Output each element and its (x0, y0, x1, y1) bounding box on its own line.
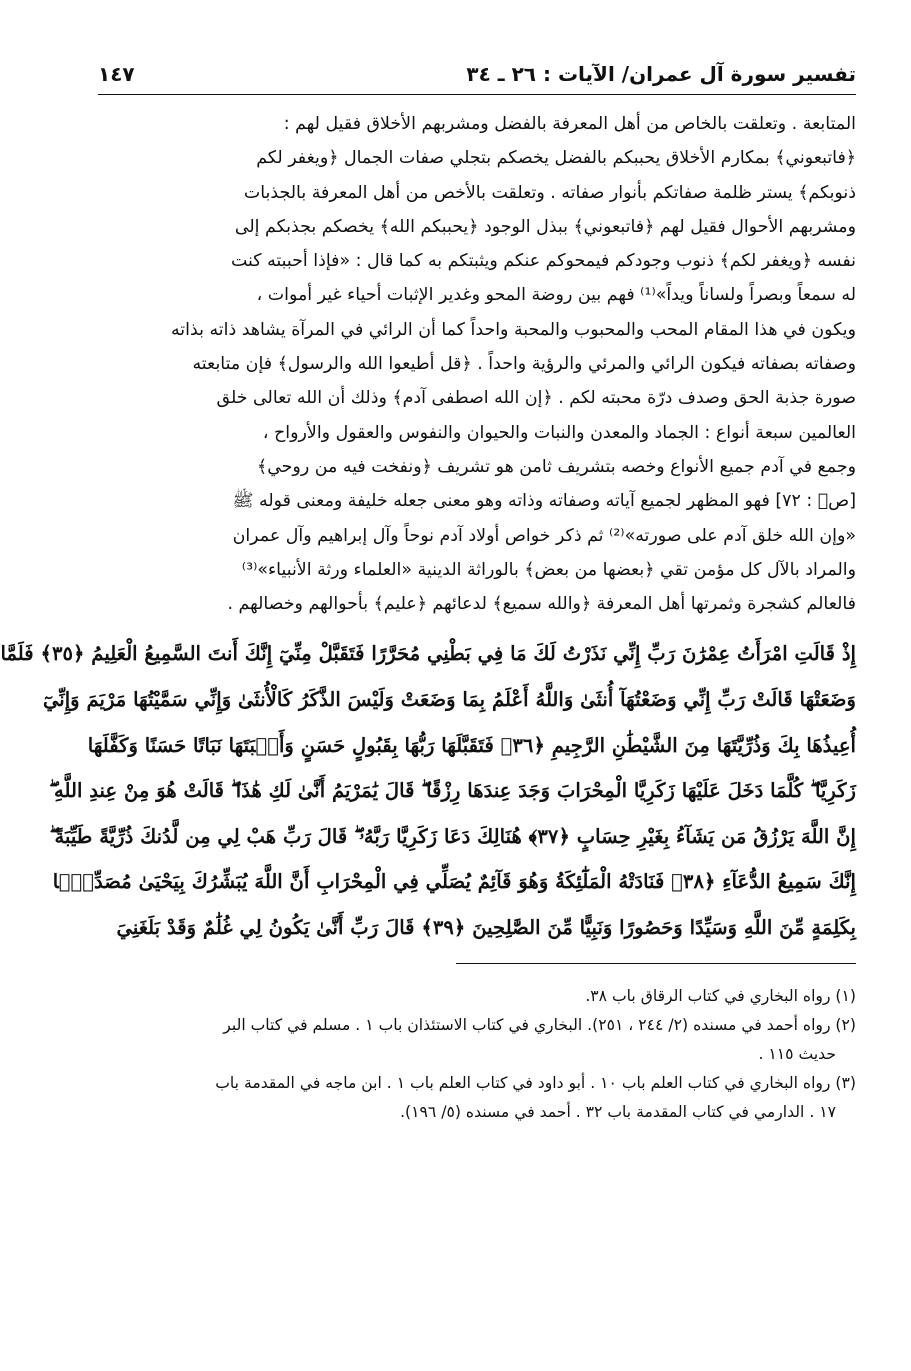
quran-verse-line: إِنَّكَ سَمِيعُ الدُّعَآءِ ﴿٣٨﴾ فَنَادَتْهُ الْمَلَٰٓئِكَةُ وَهُوَ قَآئِمٌ يُصَلِّي فِي الْمِحْرَابِ أَنَّ اللَّهَ يُبَشِّرُكَ بِيَحْيَىٰ مُصَدِّقًۢا (52, 870, 856, 894)
page-number: ١٤٧ (98, 62, 135, 86)
commentary-line: وجمع في آدم جميع الأنواع وخصه بتشريف ثامن هو تشريف ﴿ونفخت فيه من روحي﴾ (257, 456, 856, 477)
quran-verse-line: أُعِيذُهَا بِكَ وَذُرِّيَّتَهَا مِنَ الشَّيْطَٰنِ الرَّجِيمِ ﴿٣٦﴾ فَتَقَبَّلَهَا رَبُّهَا بِقَبُولٍ حَسَنٍ وَأَنۢبَتَهَا نَبَاتًا حَسَنًا وَكَفَّلَهَا (87, 733, 856, 757)
commentary-line: ومشربهم الأحوال فقيل لهم ﴿فاتبعوني﴾ ببذل الوجود ﴿يحببكم الله﴾ يخصكم بجذبكم إلى (234, 216, 856, 237)
footnotes (98, 982, 856, 1128)
commentary-line: المتابعة . وتعلقت بالخاص من أهل المعرفة بالفضل ومشربهم الأخلاق فقيل لهم : (283, 114, 856, 134)
commentary-text (98, 107, 856, 621)
footnote-divider (456, 963, 856, 964)
commentary-line: ﴿فاتبعوني﴾ بمكارم الأخلاق يحببكم بالفضل يخصكم بتجلي صفات الجمال ﴿ويغفر لكم (256, 148, 856, 169)
footnote-2-continuation: حديث ١١٥ . (758, 1044, 836, 1063)
footnote-3-line: (٣) رواه البخاري في كتاب العلم باب ١٠ . أبو داود في كتاب العلم باب ١ . ابن ماجه في المقدمة باب (215, 1074, 856, 1093)
quran-verse-line: زَكَرِيَّا ۖ كُلَّمَا دَخَلَ عَلَيْهَا زَكَرِيَّا الْمِحْرَابَ وَجَدَ عِندَهَا رِزْقًا ۖ قَالَ يَٰمَرْيَمُ أَنَّىٰ لَكِ هَٰذَا ۖ قَالَتْ هُوَ مِنْ عِندِ اللَّهِ ۖ (49, 779, 856, 803)
commentary-line: فالعالم كشجرة وثمرتها أهل المعرفة ﴿والله سميع﴾ لدعائهم ﴿عليم﴾ بأحوالهم وخصالهم . (227, 594, 856, 615)
footnote-2-line: (٢) رواه أحمد في مسنده (٢/ ٢٤٤ ، ٢٥١). البخاري في كتاب الاستئذان باب ١ . مسلم في كتاب البر (223, 1015, 856, 1034)
commentary-line: والمراد بالآل كل مؤمن تقي ﴿بعضها من بعض﴾ بالوراثة الدينية «العلماء ورثة الأنبياء»⁽³⁾ (241, 559, 856, 580)
commentary-line: ويكون في هذا المقام المحب والمحبوب والمحبة واحداً كما أن الرائي في المرآة يشاهد ذاته بذاته (170, 319, 856, 340)
running-header (98, 58, 856, 95)
commentary-line: صورة جذبة الحق وصدف درّة محبته لكم . ﴿إن الله اصطفى آدم﴾ وذلك أن الله تعالى خلق (216, 388, 856, 409)
commentary-line: ذنوبكم﴾ يستر ظلمة صفاتكم بأنوار صفاته . وتعلقت بالأخص من أهل المعرفة بالجذبات (243, 182, 856, 203)
quran-verse-line: وَضَعَتْهَا قَالَتْ رَبِّ إِنِّي وَضَعْتُهَآ أُنثَىٰ وَاللَّهُ أَعْلَمُ بِمَا وَضَعَتْ وَلَيْسَ الذَّكَرُ كَالْأُنثَىٰ وَإِنِّي سَمَّيْتُهَا مَرْيَمَ وَإِنِّيٓ (42, 688, 856, 712)
quran-verse-line: إِذْ قَالَتِ امْرَأَتُ عِمْرَٰنَ رَبِّ إِنِّي نَذَرْتُ لَكَ مَا فِي بَطْنِي مُحَرَّرًا فَتَقَبَّلْ مِنِّيٓ إِنَّكَ أَنتَ السَّمِيعُ الْعَلِيمُ ﴿٣٥﴾ فَلَمَّا (0, 642, 856, 666)
running-title: تفسير سورة آل عمران/ الآيات : ٢٦ ـ ٣٤ (466, 62, 856, 86)
quran-verse-line: إِنَّ اللَّهَ يَرْزُقُ مَن يَشَآءُ بِغَيْرِ حِسَابٍ ﴿٣٧﴾ هُنَالِكَ دَعَا زَكَرِيَّا رَبَّهُۥ ۖ قَالَ رَبِّ هَبْ لِي مِن لَّدُنكَ ذُرِّيَّةً طَيِّبَةً ۖ (49, 824, 856, 848)
commentary-line: وصفاته بصفاته فيكون الرائي والمرئي والرؤية واحداً . ﴿قل أطيعوا الله والرسول﴾ فإن متابعته (192, 354, 856, 375)
book-page (0, 58, 856, 1348)
commentary-line: العالمين سبعة أنواع : الجماد والمعدن والنبات والحيوان والنفوس والعقول والأرواح ، (262, 422, 856, 443)
commentary-line: له سمعاً وبصراً ولساناً ويداً»⁽¹⁾ فهم بين روضة المحو وغدير الإثبات أحياء غير أموات ، (256, 285, 856, 306)
quran-verse-line: بِكَلِمَةٍ مِّنَ اللَّهِ وَسَيِّدًا وَحَصُورًا وَنَبِيًّا مِّنَ الصَّٰلِحِينَ ﴿٣٩﴾ قَالَ رَبِّ أَنَّىٰ يَكُونُ لِي غُلَٰمٌ وَقَدْ بَلَغَنِيَ (116, 916, 856, 940)
quran-verses (0, 631, 856, 950)
commentary-line: [صۤ : ٧٢] فهو المظهر لجميع آياته وصفاته وذاته وهو معنى جعله خليفة ومعنى قوله ﷺ (232, 491, 856, 512)
footnote-1-line: (١) رواه البخاري في كتاب الرقاق باب ٣٨. (585, 986, 856, 1005)
commentary-line: نفسه ﴿ويغفر لكم﴾ ذنوب وجودكم فيمحوكم عنكم ويثبتكم به كما قال : «فإذا أحببته كنت (230, 251, 856, 272)
commentary-line: «وإن الله خلق آدم على صورته»⁽²⁾ ثم ذكر خواص أولاد آدم نوحاً وآل إبراهيم وآل عمران (232, 525, 856, 546)
footnote-3-continuation: ١٧ . الدارمي في كتاب المقدمة باب ٣٢ . أحمد في مسنده (٥/ ١٩٦). (400, 1103, 836, 1122)
